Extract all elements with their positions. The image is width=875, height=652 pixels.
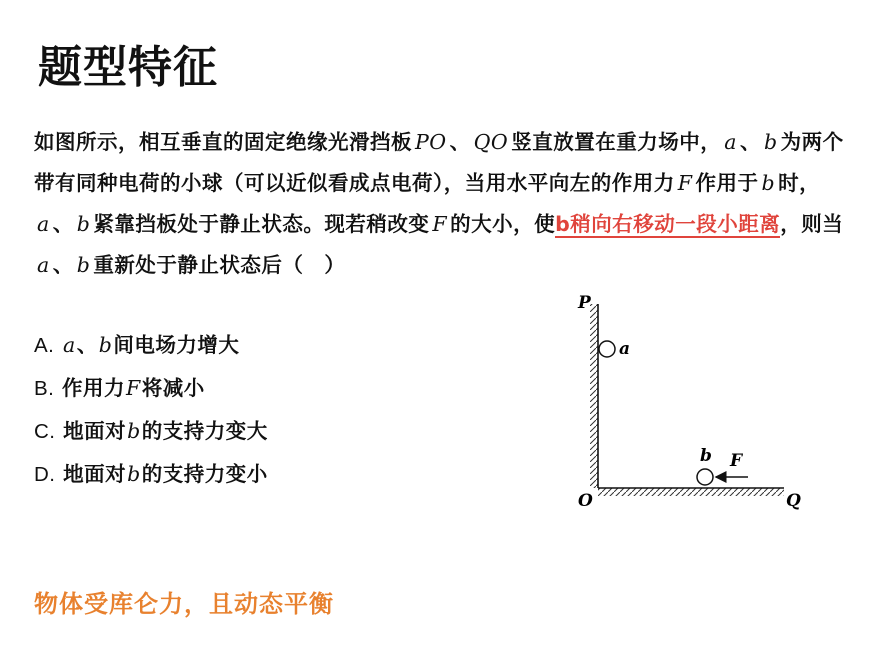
question-highlight: b稍向右移动一段小距离 (555, 212, 781, 236)
question-segment: 的大小，使 (450, 212, 556, 236)
option-c-var: b (127, 419, 141, 443)
option-d-var: b (127, 462, 141, 486)
question-segment: 重新处于静止状态后（ ） (93, 253, 346, 277)
question-segment: 、 (739, 130, 761, 154)
question-segment: 为两个带有同种电荷的小球（可以近似看成点电荷），当用水平向左的作用力 (34, 130, 844, 195)
label-b: b (700, 446, 712, 466)
option-c[interactable] (34, 410, 268, 453)
question-segment: 、 (52, 212, 74, 236)
option-a-sep: 、 (76, 333, 98, 357)
question-text (34, 122, 844, 286)
physics-diagram (560, 288, 810, 518)
label-o: O (578, 491, 593, 511)
label-q: Q (786, 491, 801, 511)
question-variable: b (76, 253, 91, 277)
question-segment: 作用于 (695, 171, 759, 195)
option-a[interactable] (34, 324, 268, 367)
question-segment: 、 (449, 130, 471, 154)
option-b-label: B. (34, 377, 55, 400)
question-segment: 、 (52, 253, 74, 277)
option-c-text: 的支持力变大 (141, 419, 268, 443)
label-f: F (730, 451, 743, 471)
question-variable: b (761, 171, 776, 195)
label-p: P (578, 293, 591, 313)
question-segment: 如图所示，相互垂直的固定绝缘光滑挡板 (34, 130, 412, 154)
question-variable: QO (473, 130, 509, 154)
question-variable: a (37, 212, 50, 236)
option-a-label: A. (34, 334, 55, 357)
option-a-var-a: a (63, 333, 76, 357)
question-variable: PO (415, 130, 447, 154)
question-variable: a (37, 253, 50, 277)
option-d-pre: 地面对 (63, 462, 127, 486)
option-b-var: F (126, 376, 141, 400)
option-c-pre: 地面对 (63, 419, 127, 443)
question-segment: 紧靠挡板处于静止状态。现若稍改变 (93, 212, 430, 236)
question-variable: b (76, 212, 91, 236)
question-segment: 时， (778, 171, 821, 195)
question-segment: ，则当 (780, 212, 844, 236)
options-list (34, 324, 268, 496)
wall-po-hatch (590, 304, 598, 488)
option-d[interactable] (34, 453, 268, 496)
question-segment: 竖直放置在重力场中， (511, 130, 722, 154)
option-d-label: D. (34, 463, 56, 486)
ball-b (697, 469, 713, 485)
question-variable: F (432, 212, 448, 236)
label-a: a (619, 339, 631, 359)
floor-oq-hatch (598, 488, 784, 496)
page-title: 题型特征 (38, 42, 218, 93)
question-variable: F (677, 171, 693, 195)
option-d-text: 的支持力变小 (141, 462, 268, 486)
option-b-pre: 作用力 (62, 376, 126, 400)
hint-text: 物体受库仑力，且动态平衡 (34, 590, 334, 618)
option-c-label: C. (34, 420, 56, 443)
ball-a (599, 341, 615, 357)
option-b-text: 将减小 (141, 376, 205, 400)
question-variable: b (763, 130, 778, 154)
question-variable: a (724, 130, 737, 154)
option-a-var-b: b (98, 333, 113, 357)
option-a-text: 间电场力增大 (113, 333, 240, 357)
option-b[interactable] (34, 367, 268, 410)
